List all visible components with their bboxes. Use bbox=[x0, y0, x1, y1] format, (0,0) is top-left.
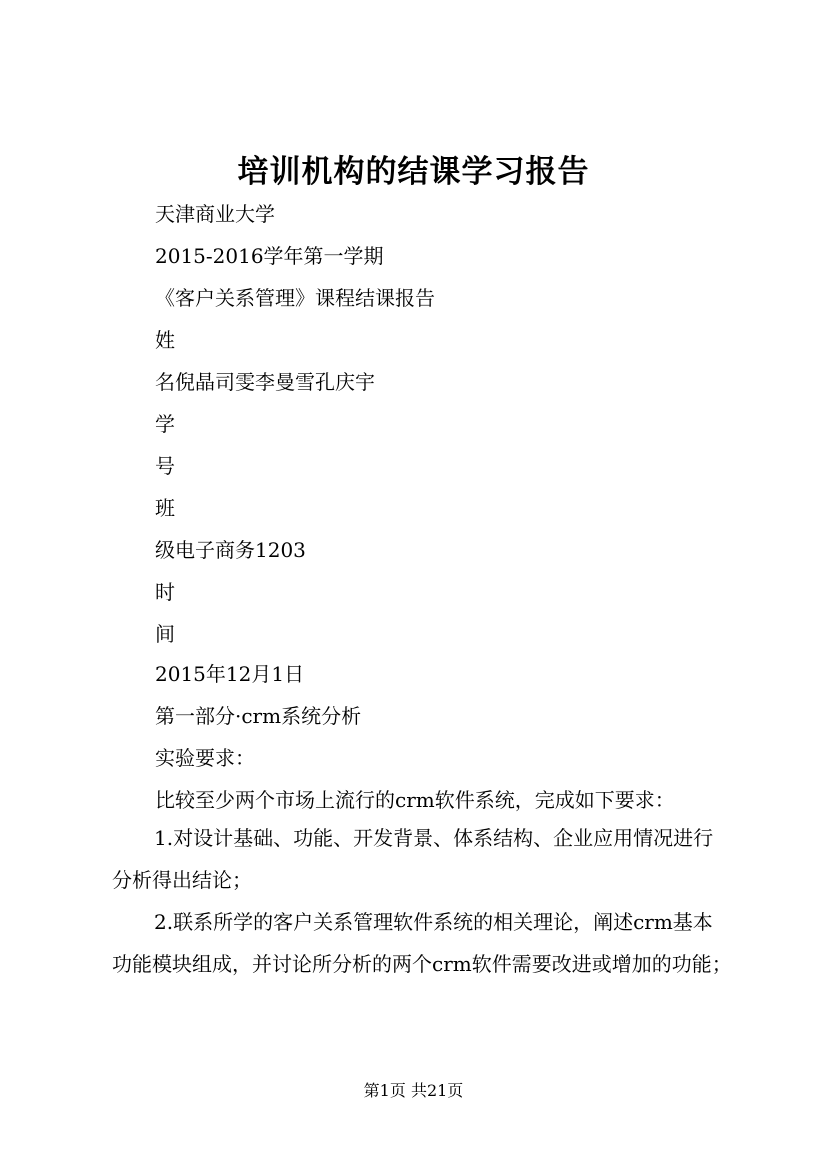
class-value: 级电子商务1203 bbox=[155, 538, 306, 562]
name-label-char: 姓 bbox=[155, 328, 175, 352]
page-footer: 第1页 共21页 bbox=[363, 1081, 464, 1100]
university-name: 天津商业大学 bbox=[155, 202, 275, 226]
report-date: 2015年12月1日 bbox=[155, 662, 305, 686]
student-id-label-char-2: 号 bbox=[155, 454, 175, 478]
student-id-label-char-1: 学 bbox=[155, 412, 175, 436]
document-title: 培训机构的结课学习报告 bbox=[237, 154, 590, 190]
requirement-item-1: 1.对设计基础、功能、开发背景、体系结构、企业应用情况进行分析得出结论； bbox=[112, 826, 714, 892]
semester: 2015-2016学年第一学期 bbox=[155, 244, 384, 268]
requirements-intro: 比较至少两个市场上流行的crm软件系统，完成如下要求： bbox=[155, 788, 675, 812]
section-heading: 第一部分·crm系统分析 bbox=[155, 704, 362, 728]
time-label-char-2: 间 bbox=[155, 622, 175, 646]
report-title: 《客户关系管理》课程结课报告 bbox=[155, 286, 435, 310]
time-label-char-1: 时 bbox=[155, 580, 175, 604]
requirement-item-2: 2.联系所学的客户关系管理软件系统的相关理论，阐述crm基本功能模块组成，并讨论所分析的两个crm软件需要改进或增加的功能； bbox=[112, 910, 732, 976]
student-names: 名倪晶司雯李曼雪孔庆宇 bbox=[155, 370, 375, 394]
class-label-char: 班 bbox=[155, 496, 175, 520]
requirements-heading: 实验要求： bbox=[155, 746, 255, 770]
